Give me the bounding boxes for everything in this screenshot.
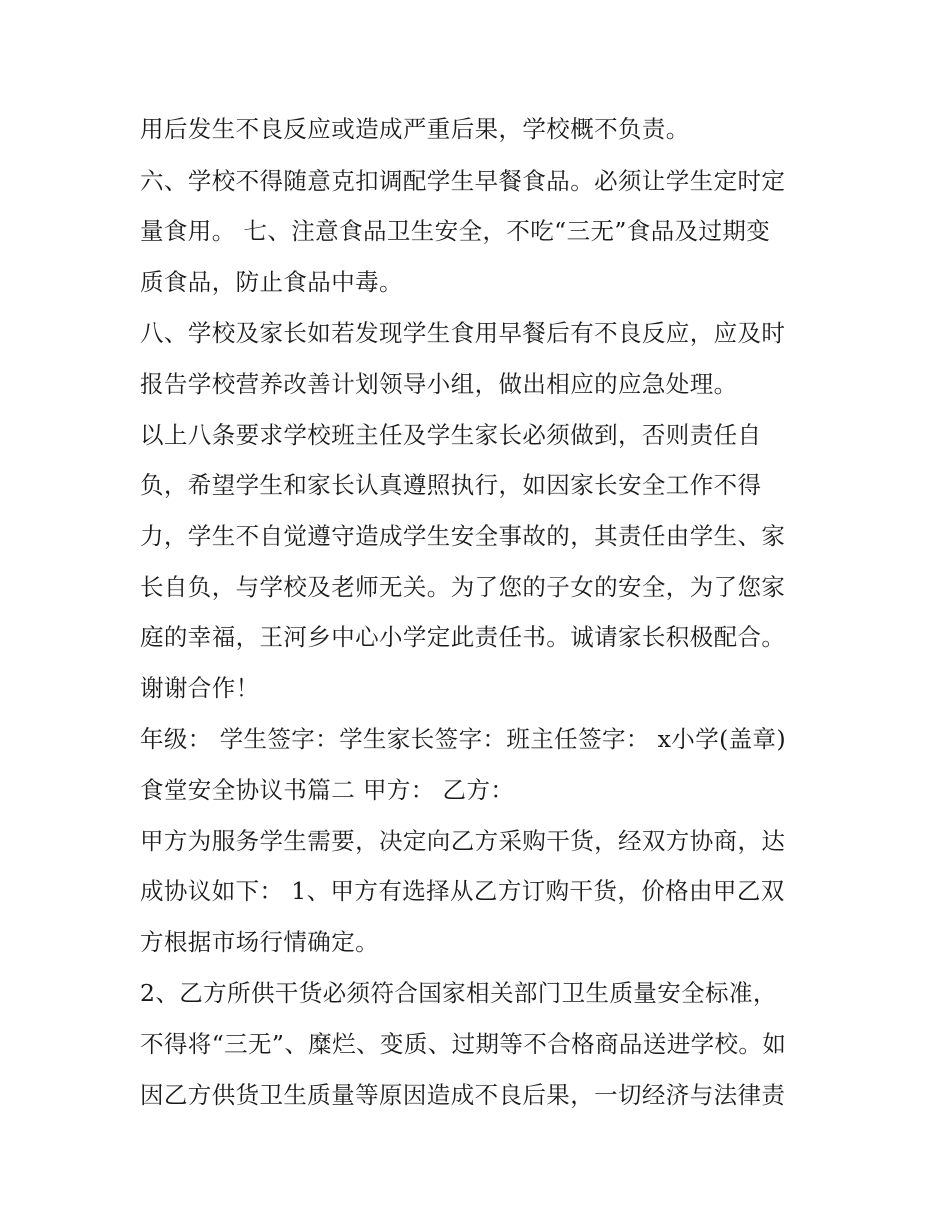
text-line: 成协议如下： 1、甲方有选择从乙方订购干货，价格由甲乙双 [140, 877, 785, 905]
signature-line: 年级： 学生签字：学生家长签字：班主任签字： x小学(盖章) [140, 725, 787, 753]
text-line: 甲方为服务学生需要，决定向乙方采购干货，经双方协商，达 [140, 827, 786, 855]
text-line: 长自负，与学校及老师无关。为了您的子女的安全，为了您家 [140, 573, 786, 601]
text-line: 方根据市场行情确定。 [140, 928, 379, 956]
text-line: 力，学生不自觉遵守造成学生安全事故的，其责任由学生、家 [140, 522, 786, 550]
text-line: 质食品，防止食品中毒。 [140, 268, 403, 296]
text-line: 负，希望学生和家长认真遵照执行，如因家长安全工作不得 [140, 471, 762, 499]
text-line: 谢谢合作！ [140, 674, 260, 702]
text-line: 以上八条要求学校班主任及学生家长必须做到，否则责任自 [140, 421, 762, 449]
text-line: 因乙方供货卫生质量等原因造成不良后果，一切经济与法律责 [140, 1081, 786, 1109]
text-line: 用后发生不良反应或造成严重后果，学校概不负责。 [140, 115, 690, 143]
text-line: 庭的幸福，王河乡中心小学定此责任书。诚请家长积极配合。 [140, 623, 786, 651]
section-heading-line: 食堂安全协议书篇二 甲方： 乙方： [140, 776, 515, 804]
text-line: 量食用。 七、注意食品卫生安全，不吃“三无”食品及过期变 [140, 217, 771, 245]
text-line: 报告学校营养改善计划领导小组，做出相应的应急处理。 [140, 370, 738, 398]
text-line: 六、学校不得随意克扣调配学生早餐食品。必须让学生定时定 [140, 167, 786, 195]
text-line: 2、乙方所供干货必须符合国家相关部门卫生质量安全标准， [140, 979, 777, 1007]
text-line: 不得将“三无”、糜烂、变质、过期等不合格商品送进学校。如 [140, 1030, 787, 1058]
text-line: 八、学校及家长如若发现学生食用早餐后有不良反应，应及时 [140, 319, 786, 347]
